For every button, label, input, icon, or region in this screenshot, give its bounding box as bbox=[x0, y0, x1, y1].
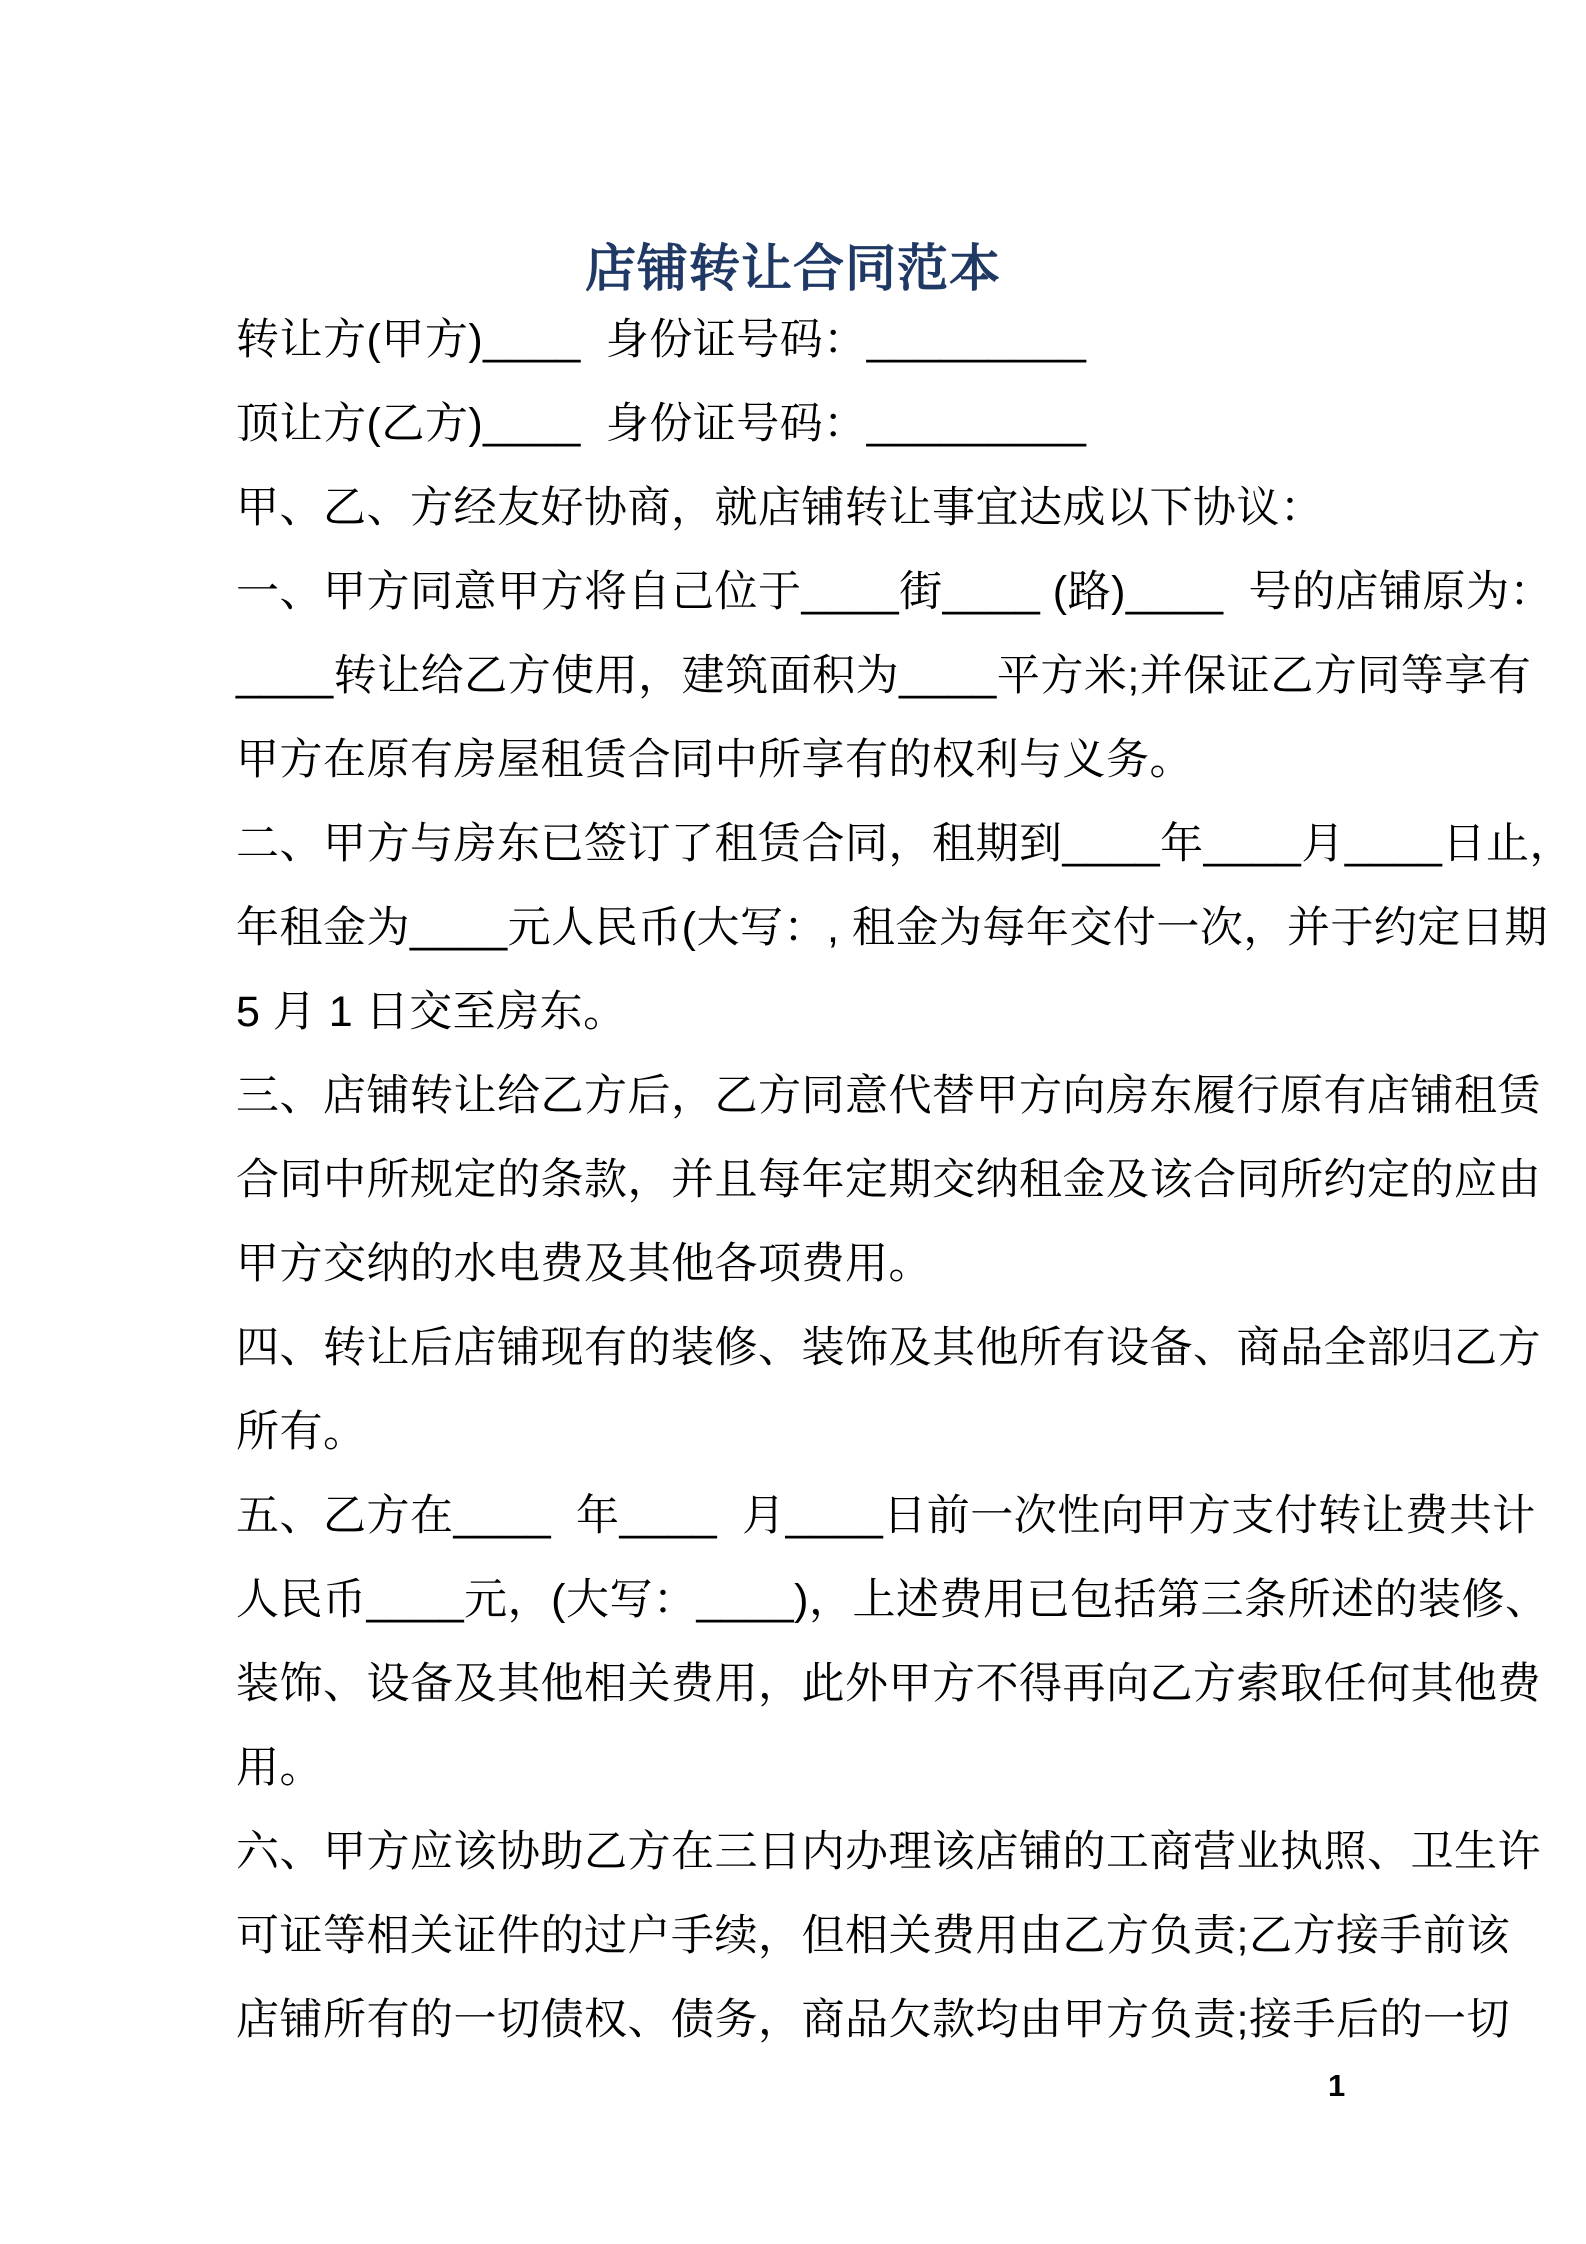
body-line-clause2-3: 5 月 1 日交至房东。 bbox=[236, 988, 627, 1036]
body-line-clause4-1: 四、转让后店铺现有的装修、装饰及其他所有设备、商品全部归乙方 bbox=[236, 1324, 1541, 1372]
body-line-clause5-4: 用。 bbox=[236, 1744, 323, 1792]
body-line-clause1-2: ____转让给乙方使用，建筑面积为____平方米;并保证乙方同等享有 bbox=[236, 652, 1532, 700]
body-line-parties-b: 顶让方(乙方)____ 身份证号码：_________ bbox=[236, 400, 1087, 448]
body-line-clause1-3: 甲方在原有房屋租赁合同中所享有的权利与义务。 bbox=[236, 736, 1193, 784]
body-line-parties-a: 转让方(甲方)____ 身份证号码：_________ bbox=[236, 316, 1087, 364]
document-title: 店铺转让合同范本 bbox=[584, 240, 1001, 298]
body-line-clause5-1: 五、乙方在____ 年____ 月____日前一次性向甲方支付转让费共计 bbox=[236, 1492, 1536, 1540]
body-line-clause3-2: 合同中所规定的条款，并且每年定期交纳租金及该合同所约定的应由 bbox=[236, 1156, 1541, 1204]
contract-body bbox=[236, 298, 1573, 2062]
body-line-clause2-1: 二、甲方与房东已签订了租赁合同，租期到____年____月____日止， bbox=[236, 820, 1573, 868]
body-line-clause6-2: 可证等相关证件的过户手续，但相关费用由乙方负责;乙方接手前该 bbox=[236, 1912, 1510, 1960]
body-line-clause1-1: 一、甲方同意甲方将自己位于____街____ (路)____ 号的店铺原为： bbox=[236, 568, 1553, 616]
body-line-clause6-3: 店铺所有的一切债权、债务，商品欠款均由甲方负责;接手后的一切 bbox=[236, 1996, 1510, 2044]
body-line-clause6-1: 六、甲方应该协助乙方在三日内办理该店铺的工商营业执照、卫生许 bbox=[236, 1828, 1541, 1876]
body-line-clause5-2: 人民币____元，(大写：____)，上述费用已包括第三条所述的装修、 bbox=[236, 1576, 1549, 1624]
body-line-clause4-2: 所有。 bbox=[236, 1408, 367, 1456]
page-number: 1 bbox=[1328, 2068, 1346, 2103]
body-line-preamble: 甲、乙、方经友好协商，就店铺转让事宜达成以下协议： bbox=[236, 484, 1324, 532]
body-line-clause3-3: 甲方交纳的水电费及其他各项费用。 bbox=[236, 1240, 932, 1288]
body-line-clause5-3: 装饰、设备及其他相关费用，此外甲方不得再向乙方索取任何其他费 bbox=[236, 1660, 1541, 1708]
body-line-clause2-2: 年租金为____元人民币(大写：, 租金为每年交付一次，并于约定日期 bbox=[236, 904, 1548, 952]
body-line-clause3-1: 三、店铺转让给乙方后，乙方同意代替甲方向房东履行原有店铺租赁 bbox=[236, 1072, 1541, 1120]
